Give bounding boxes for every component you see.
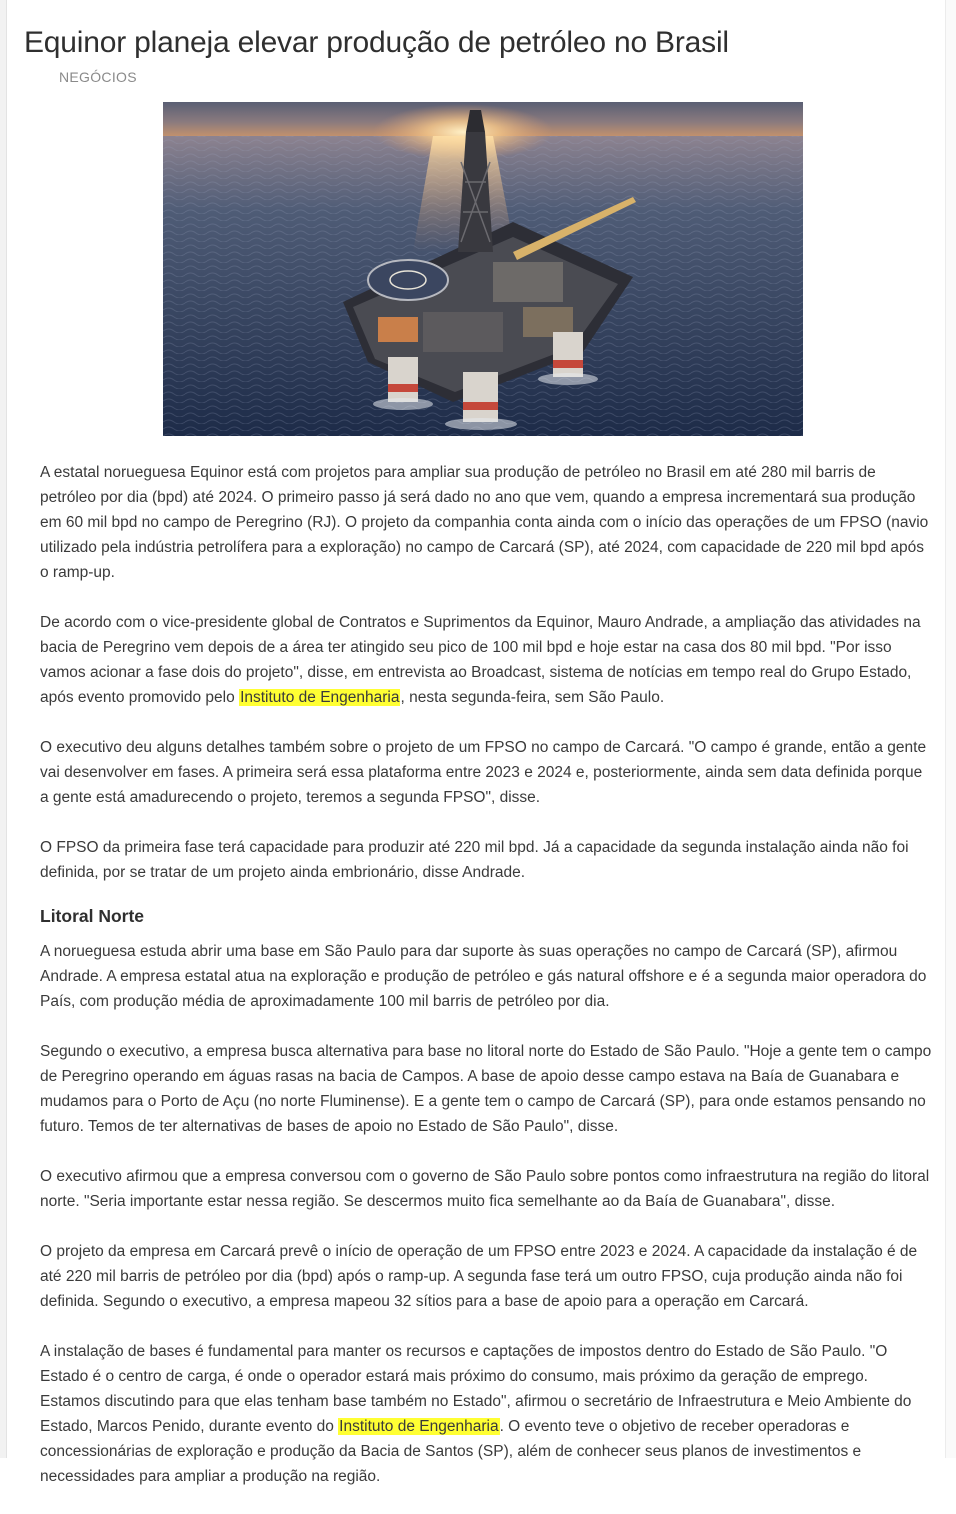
article-category[interactable]: NEGÓCIOS: [59, 69, 137, 85]
paragraph-4: O FPSO da primeira fase terá capacidade para produzir até 220 mil bpd. Já a capacidade da segunda instalação ainda não foi definida, por se tratar de um projeto ainda embrionário, disse Andrade.: [40, 839, 909, 881]
highlight-instituto-de-engenharia[interactable]: Instituto de Engenharia: [240, 689, 400, 706]
page-left-border: [0, 0, 7, 1458]
article-body: [40, 460, 932, 1489]
paragraph-7: O executivo afirmou que a empresa conversou com o governo de São Paulo sobre pontos como infraestrutura na região do litoral norte. "Seria importante estar nessa região. Se descermos muito fica semelhante ao da Baía de Guanabara", disse.: [40, 1168, 930, 1210]
article: [24, 0, 932, 1514]
subheading-litoral-norte: Litoral Norte: [40, 906, 145, 926]
paragraph-6: Segundo o executivo, a empresa busca alternativa para base no litoral norte do Estado de São Paulo. "Hoje a gente tem o campo de Peregrino operando em águas rasas na bacia de Campos. A base de apoio desse campo estava na Baía de Guanabara e mudamos para o Porto de Açu (no norte Fluminense). E a gente tem o campo de Carcará (SP), para onde estamos pensando no futuro. Temos de ter alternativas de bases de apoio no Estado de São Paulo", disse.: [40, 1043, 932, 1135]
highlight-instituto-de-engenharia[interactable]: Instituto de Engenharia: [339, 1418, 499, 1435]
paragraph-2: De acordo com o vice-presidente global de Contratos e Suprimentos da Equinor, Mauro Andrade, a ampliação das atividades na bacia de Peregrino vem depois de a área ter atingido seu pico de 100 mil bpd e hoje estar na casa dos 80 mil bpd. "Por isso vamos acionar a fase dois do projeto", disse, em entrevista ao Broadcast, sistema de notícias em tempo real do Grupo Estado, após evento promovido pelo Instituto de Engenharia, nesta segunda-feira, sem São Paulo.: [40, 614, 921, 706]
paragraph-5: A norueguesa estuda abrir uma base em São Paulo para dar suporte às suas operações no campo de Carcará (SP), afirmou Andrade. A empresa estatal atua na exploração e produção de petróleo e gás natural offshore e é a segunda maior operadora do País, com produção média de aproximadamente 100 mil barris de petróleo por dia.: [40, 943, 927, 1010]
paragraph-1: A estatal norueguesa Equinor está com projetos para ampliar sua produção de petróleo no Brasil em até 280 mil barris de petróleo por dia (bpd) até 2024. O primeiro passo já será dado no ano que vem, quando a empresa incrementará sua produção em 60 mil bpd no campo de Peregrino (RJ). O projeto da companhia conta ainda com o início das operações de um FPSO (navio utilizado pela indústria petrolífera para a exploração) no campo de Carcará (SP), até 2024, com capacidade de 220 mil bpd após o ramp-up.: [40, 464, 929, 581]
page-right-border: [945, 0, 956, 1458]
paragraph-9: A instalação de bases é fundamental para manter os recursos e captações de impostos dentro do Estado de São Paulo. "O Estado é o centro de carga, é onde o operador estará mais próximo do consumo, mais próximo da geração de emprego. Estamos discutindo para que elas tenham base também no Estado", afirmou o secretário de Infraestrutura e Meio Ambiente do Estado, Marcos Penido, durante evento do Instituto de Engenharia. O evento teve o objetivo de receber operadoras e concessionárias de exploração e produção da Bacia de Santos (SP), além de conhecer seus planos de investimentos e necessidades para ampliar a produção na região.: [40, 1343, 912, 1485]
paragraph-8: O projeto da empresa em Carcará prevê o início de operação de um FPSO entre 2023 e 2024. A capacidade da instalação é de até 220 mil barris de petróleo por dia (bpd) após o ramp-up. A segunda fase terá um outro FPSO, cuja produção ainda não foi definida. Segundo o executivo, a empresa mapeou 32 sítios para a base de apoio para a operação em Carcará.: [40, 1243, 918, 1310]
article-title: Equinor planeja elevar produção de petróleo no Brasil: [24, 26, 729, 59]
hero-image-oil-platform: [163, 102, 803, 436]
paragraph-3: O executivo deu alguns detalhes também sobre o projeto de um FPSO no campo de Carcará. "O campo é grande, então a gente vai desenvolver em fases. A primeira será essa plataforma entre 2023 e 2024 e, posteriormente, ainda sem data definida porque a gente está amadurecendo o projeto, teremos a segunda FPSO", disse.: [40, 739, 927, 806]
